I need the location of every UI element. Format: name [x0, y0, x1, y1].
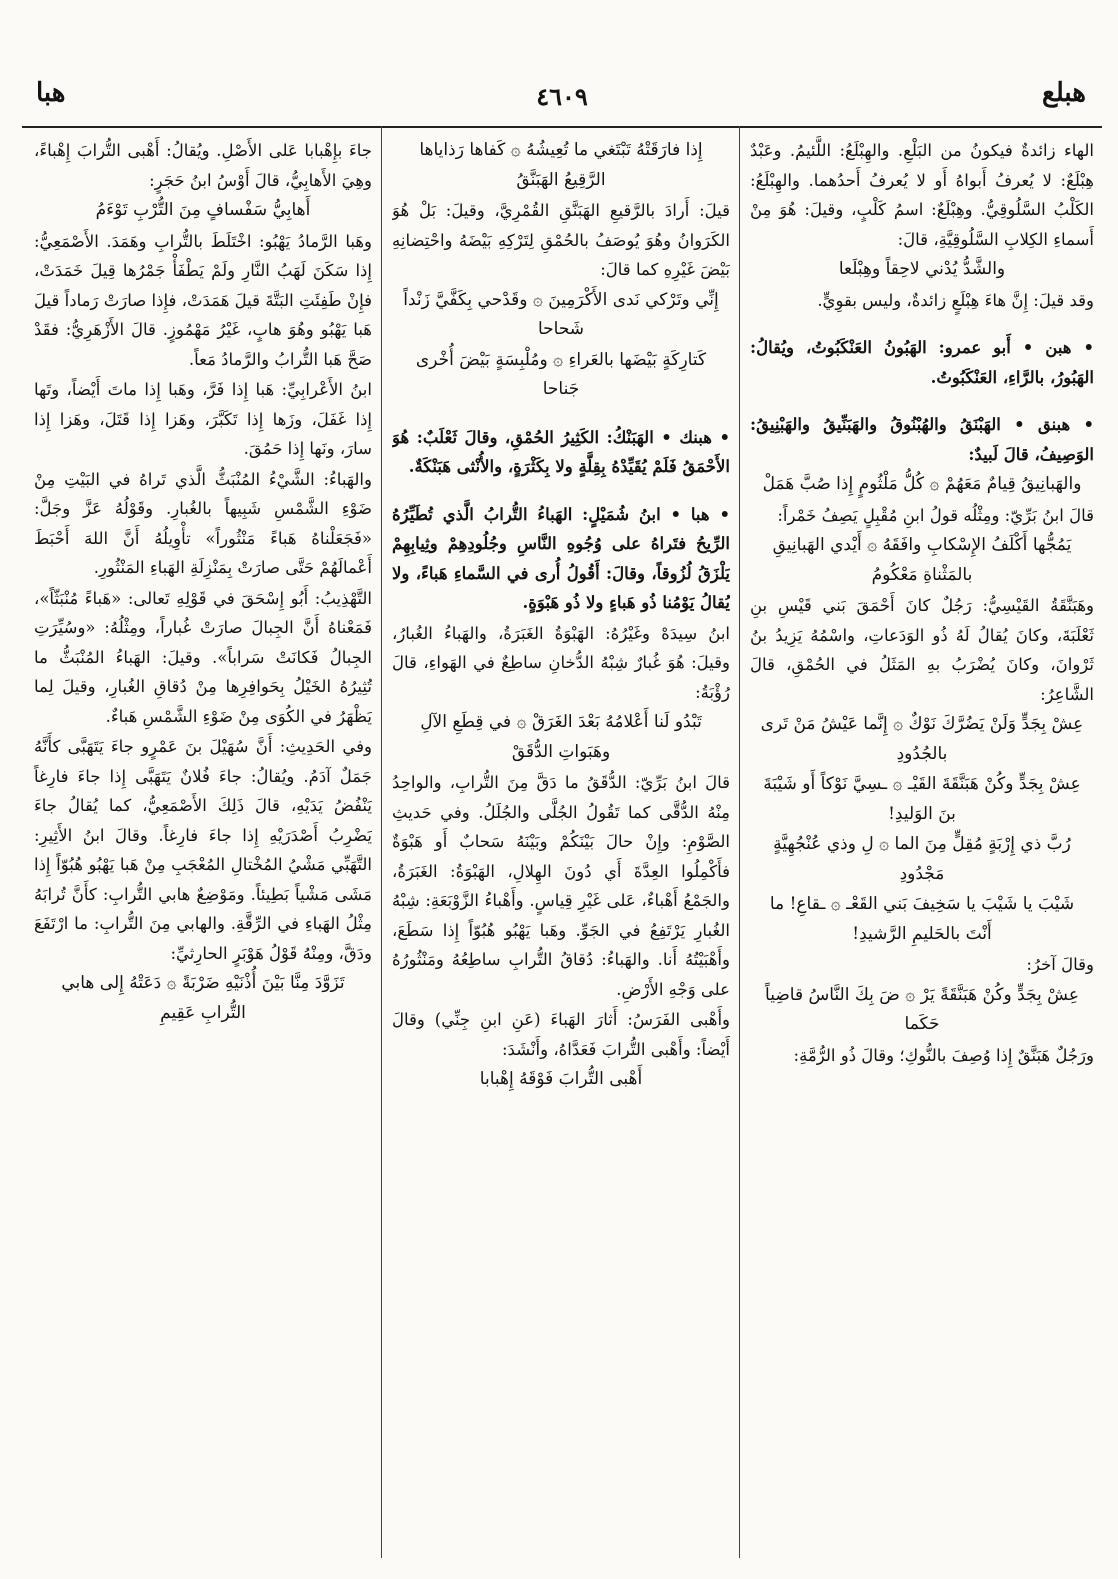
dictionary-page	[22, 78, 1102, 1563]
page-number: ٤٦٠٩	[536, 82, 588, 111]
verse-line: رُبَّ ذي إِرْبَةٍ مُقِلٍّ مِنَ الما ۞ لِ وذي عُنْجُهِيَّةٍ مَجْدُودِ	[773, 834, 1071, 884]
column-right	[750, 136, 1094, 1556]
text-paragraph: وقد قيلَ: إِنَّ هاءَ هِبْلَعٍ زائدةٌ، وليس بقوِيٍّ.	[817, 290, 1094, 310]
column-divider	[739, 126, 740, 1558]
column-left	[34, 136, 372, 1556]
verse-line: كَتارِكَةٍ بَيْضَها بالعَراءِ ۞ ومُلْبِسَةٍ بَيْضَ أُخْرى جَناحا	[415, 349, 707, 399]
verse-line: إِذا فارَقَتْهُ تَبْتَغي ما تُعِيشُهُ ۞ كَفاها رَذاياها الرَّقِيعُ الهَبَنَّقُ	[419, 140, 703, 190]
verse-line: إِنِّي وتَرْكي نَدى الأَكْرَمِينَ ۞ وقَدْحي بِكَفَّيَّ زَنْداً شَحاحا	[403, 289, 719, 339]
text-paragraph: وهَبَنَّقَةُ القَيْسِيُّ: رَجُلٌ كانَ أَحْمَقَ بَني قَيْسِ بنِ ثَعْلَبَةَ، وكانَ يُقالُ لَهُ ذُو الوَدَعاتِ، واسْمُهُ يَزِيدُ بنُ ثَرْوانَ، وكانَ يُضْرَبُ بهِ المَثَلُ في الحُمْقِ، قالَ الشَّاعِرُ:	[750, 596, 1094, 704]
verse-line: والشَّدُّ يُدْني لاحِقاً وهِبْلَعا	[838, 259, 1006, 279]
text-paragraph: قالَ ابنُ بَرِّيّ: ومِثْلُه قولُ ابنِ مُقْبِلٍ يَصِفُ خَمْراً:	[777, 505, 1094, 525]
verse-line: شَيْبَ يا شَيْبَ يا سَخِيفَ بَني القَعْـ ۞ ـقاعِ! ما أَنْتَ بالحَليمِ الرَّشيدِ!	[769, 894, 1075, 944]
column-divider	[381, 126, 382, 1558]
column-middle	[392, 136, 730, 1556]
verse-line: والهَبانِيقُ قِيامٌ مَعَهُمْ ۞ كُلُّ مَلْثُومٍ إِذا صُبَّ هَمَلْ	[762, 474, 1082, 494]
text-paragraph: قيلَ: أَرادَ بالرَّقيعِ الهَبَنَّقِ القُمْرِيَّ، وقيلَ: بَلْ هُوَ الكَرَوانُ وهُوَ يُوصَفُ بالحُمْقِ لِتَرْكِهِ بَيْضَهُ واحْتِضانِهِ بَيْضَ غَيْرِهِ كما قالَ:	[392, 201, 730, 279]
running-head-left: هبا	[36, 78, 66, 108]
verse-line: أَهابِيُّ سَفْسافٍ مِنَ التُّرْبِ تَوْءَمُ	[95, 200, 311, 220]
verse-line: تَبْدُو لَنا أَعْلامُهُ بَعْدَ الغَرَقْ ۞ في قِطَعِ الآلِ وهَبَواتِ الدُّقَقْ	[420, 712, 702, 762]
verse-line: عِشْ بِجَدٍّ وكُنْ هَبَنَّقَةً يَرْ ۞ ضَ بِكَ النَّاسُ قاضِياً حَكَما	[765, 984, 1079, 1034]
text-paragraph: وقالَ آخرُ:	[1026, 955, 1094, 974]
text-paragraph: قالَ ابنُ بَرِّيّ: الدُّقَقُ ما دَقَّ مِنَ التُّرابِ، والواحِدُ مِنْهُ الدُّقَّى كما تَقُولُ الجُلَّى والجُلَلُ. وفي حَديثِ الصَّوْمِ: وإِنْ حالَ بَيْنَكُمْ وبَيْنَهُ سَحابٌ أَو هَبْوَةٌ فأَكْمِلُوا العِدَّةَ أَي دُونَ الهِلالِ، الهَبْوَةُ: الغَبَرَةُ، والجَمْعُ أَهْباءٌ، عَلى غَيْرِ قِياسٍ. وأَهْباءُ الزَّوْبَعَةِ: شِبْهُ الغُبارِ يَرْتَفِعُ في الجَوِّ. وهَبا يَهْبُو هُبُوّاً إِذا سَطَعَ، وأَهْبَيْتُهُ أَنا. والهَباءُ: دُقاقُ التُّرابِ ساطِعُهُ ومَنْثُورُهُ على وَجْهِ الأَرْضِ.	[392, 773, 730, 999]
text-paragraph: التَّهْذِيبُ: أَبُو إِسْحَقَ في قَوْلِهِ تَعالى: «هَباءً مُنْبَثّاً»، فَمَعْناهُ أَنَّ الجِبالَ صارَتْ غُباراً، ومِثْلُهُ: «وسُيِّرَتِ الجِبالُ فَكانَتْ سَراباً». وقيلَ: الهَباءُ المُنْبَثُّ ما تُثِيرُهُ الخَيْلُ بِحَوافِرِها مِنْ دُقاقِ الغُبارِ، وقيلَ لِما يَظْهَرُ في الكُوَى مِنْ ضَوْءِ الشَّمْسِ هَباءٌ.	[34, 588, 372, 726]
entry-paragraph: • هبنق • الهَبْنَقُ والهُبْنُوقُ والهَبَنِّيقُ والهَبْنِيقُ: الوَصِيفُ، قالَ لَبيدٌ:	[750, 415, 1094, 464]
text-paragraph: وهَبا الرَّمادُ يَهْبُو: اخْتَلَطَ بالتُّرابِ وهَمَدَ. الأَصْمَعِيُّ: إِذا سَكَنَ لَهَبُ النَّارِ ولَمْ يَطْفَأْ جَمْرُها قِيلَ خَمَدَتْ، فإِنْ طَفِئَتِ البَتَّةَ قيلَ هَمَدَتْ، فإِذا صارَتْ رَماداً قيلَ هَبا يَهْبُو وهُوَ هابٍ، غَيْرُ مَهْمُوزٍ. قالَ الأَزْهَرِيُّ: فقَدْ صَحَّ هَبا التُّرابُ والرَّمادُ مَعاً.	[34, 231, 372, 369]
text-paragraph: والهَباءُ: الشَّيْءُ المُنْبَثُّ الَّذي تَراهُ في البَيْتِ مِنْ ضَوْءِ الشَّمْسِ شَبِيهاً بالغُبارِ. وقَوْلُهُ عَزَّ وجَلَّ: «فَجَعَلْناهُ هَباءً مَنْثُوراً» تأْوِيلُهُ أَنَّ اللهَ أَحْبَطَ أَعْمالَهُمْ حَتَّى صارَتْ بِمَنْزِلَةِ الهَباءِ المَنْثُورِ.	[34, 469, 372, 577]
verse-line: عِشْ بِجَدٍّ وَلَنْ يَضُرَّكَ نَوْكٌ ۞ إِنَّما عَيْشُ مَنْ تَرى بالجُدُودِ	[760, 714, 1084, 764]
text-paragraph: الهاء زائدةٌ فيكونُ من البَلْعِ. والهِبْلَعُ: اللَّئيمُ. وعَبْدٌ هِبْلَعٌ: لا يُعرفُ أَبواهُ أَو لا يُعرفُ أَحدُهما. والهِبْلَعُ: الكَلْبُ السَّلُوقِيُّ. وهِبْلَعٌ: اسمُ كَلْبٍ، وقيلَ: هُوَ مِنْ أَسماءِ الكِلابِ السَّلُوقِيَّةِ، قالَ:	[750, 141, 1094, 249]
running-head-right: هبلع	[1041, 78, 1086, 108]
text-paragraph: وفي الحَدِيثِ: أَنَّ سُهَيْلَ بنَ عَمْرٍو جاءَ يَتَهَبَّى كأَنَّهُ جَمَلٌ آدَمُ. ويُقالُ: جاءَ فُلانٌ يَتَهَبَّى إِذا جاءَ فارِغاً يَنْفُضُ يَدَيْهِ، قالَ ذَلِكَ الأَصْمَعِيُّ، كما يُقالُ جاءَ يَضْرِبُ أَصْدَرَيْهِ إِذا جاءَ فارِغاً. وقالَ ابنُ الأَثِيرِ: التَّهَبِّي مَشْيُ المُخْتالِ المُعْجَبِ مِنْ هَبا يَهْبُو هُبُوّاً إِذا مَشَى مَشْياً بَطِيئاً. ومَوْضِعٌ هابي التُّرابِ: كأَنَّ تُرابَهُ مِثْلُ الهَباءِ في الرِّقَّةِ. والهابي مِنَ التُّرابِ: ما ارْتَفَعَ ودَقَّ، ومِنْهُ قَوْلُ هَوْبَرٍ الحارِثيِّ:	[34, 737, 372, 963]
verse-line: أَهْبى التُّرابَ فَوْقَهُ إِهْبابا	[479, 1069, 643, 1089]
entry-paragraph: • هبنك • الهَبَنْكُ: الكَثِيرُ الحُمْقِ، وقالَ ثَعْلَبٌ: هُوَ الأَحْمَقُ فَلَمْ يُقَيِّدْهُ بِقِلَّةٍ ولا بِكَثْرَةٍ، والأُنْثى هَبَنْكَةٌ.	[392, 427, 730, 476]
entry-paragraph: • هبن • أَبو عمرو: الهَبُونُ العَنْكَبُوتُ، ويُقالُ: الهَبُورُ، بالرَّاءِ، العَنْكَبُوتُ.	[750, 338, 1094, 387]
text-paragraph: ورَجُلٌ هَبَنَّقٌ إِذا وُصِفَ بالنُّوكِ؛ وقالَ ذُو الرُّمَّةِ:	[793, 1045, 1094, 1065]
entry-paragraph: • هبا • ابنُ شُمَيْلٍ: الهَباءُ التُّرابُ الَّذي تُطَيِّرُهُ الرِّيحُ فتَراهُ على وُجُوهِ النَّاسِ وجُلُودِهِمْ وثِيابِهِمْ يَلْزَقُ لُزُوقاً، وقالَ: أَقُولُ أُرى في السَّماءِ هَباءً، ولا يُقالُ يَوْمُنا ذُو هَباءٍ ولا ذُو هَبْوَةٍ.	[392, 504, 730, 612]
page-header	[22, 78, 1102, 128]
verse-line: عِشْ بِجَدٍّ وكُنْ هَبَنَّقَةَ القَيْـ ۞ ـسِيَّ نَوْكاً أَو شَيْبَةَ بنَ الوَليدِ!	[763, 774, 1081, 824]
text-paragraph: جاءَ بإِهْبابا عَلى الأَصْلِ. ويُقالُ: أَهْبى التُّرابَ إِهْباءً، وهِيَ الأَهابِيُّ، قالَ أَوْسُ ابنُ حَجَرٍ:	[34, 141, 372, 190]
text-paragraph: ابنُ الأَعْرابِيِّ: هَبا إِذا فَرَّ، وهَبا إِذا ماتَ أَيْضاً، وتَها إِذا غَفَلَ، وزَها إِذا تَكَبَّرَ، وهَزا إِذا قَتَلَ، وهَزا إِذا سارَ، ونَها إِذا حَمُقَ.	[34, 380, 372, 458]
verse-line: يَمُجُّها أَكْلَفُ الإِسْكابِ وافَقَهُ ۞ أَيْدي الهَبانِيقِ بالمَثْناةِ مَعْكُومُ	[772, 535, 1072, 585]
verse-line: تَزَوَّدَ مِنَّا بَيْنَ أُذْنَيْهِ ضَرْبَةً ۞ دَعَتْهُ إِلى هابي التُّرابِ عَقِيمِ	[61, 973, 345, 1023]
text-paragraph: ابنُ سِيدَهْ وغَيْرُهُ: الهَبْوَةُ الغَبَرَةُ، والهَباءُ الغُبارُ، وقيلَ: هُوَ غُبارٌ شِبْهُ الدُّخانِ ساطِعٌ في الهَواءِ، قالَ رُؤْبَةُ:	[392, 623, 730, 702]
text-paragraph: وأَهْبى الفَرَسُ: أَثارَ الهَباءَ (عَنِ ابنِ جِنِّي) وقالَ أَيْضاً: وأَهْبى التُّرابَ فَعَدَّاهُ، وأَنْشَدَ:	[392, 1010, 730, 1059]
